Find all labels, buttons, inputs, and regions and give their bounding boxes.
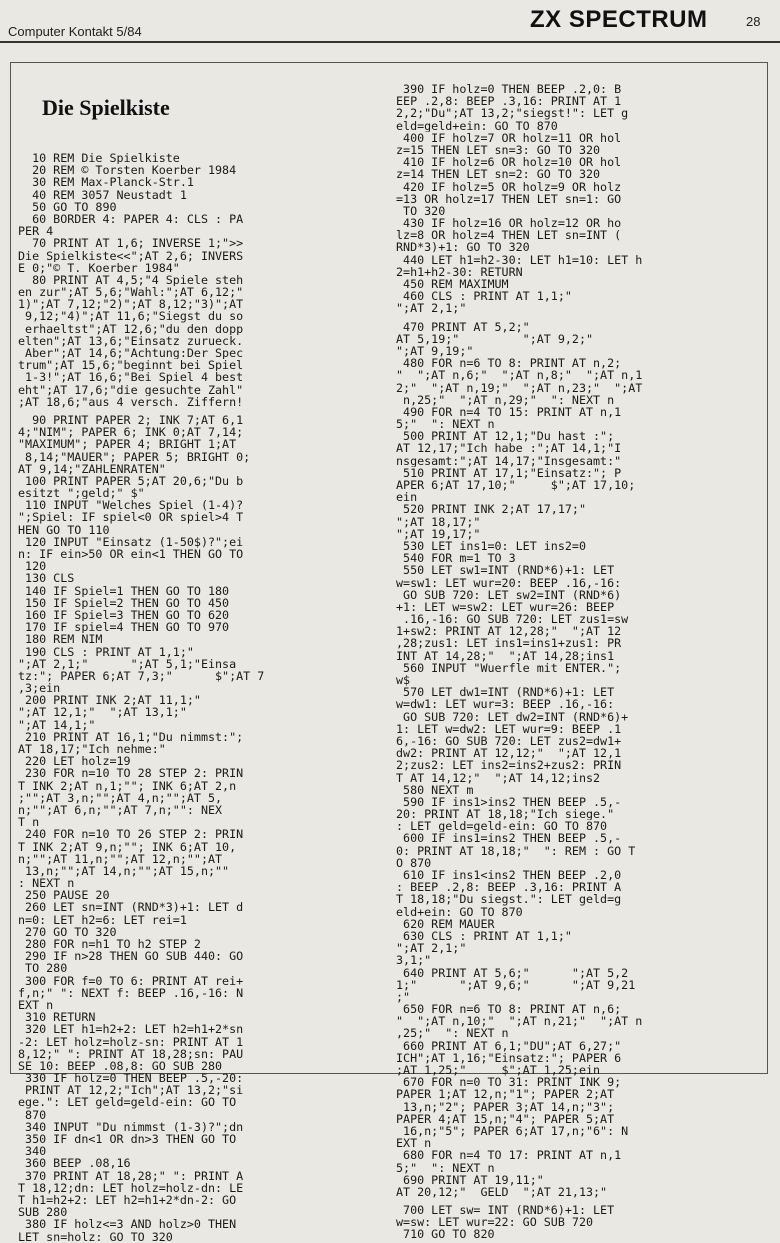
listing-line: 430 IF holz=16 OR holz=12 OR ho	[396, 217, 622, 230]
listing-line: ";AT 9,19;"	[396, 344, 474, 358]
listing-line: 520 PRINT INK 2;AT 17,17;"	[396, 503, 586, 516]
listing-line: ;AT 18,6;"aus 4 versch. Ziffern!	[18, 395, 244, 408]
listing-line: .16,-16: GO SUB 720: LET zus1=sw	[396, 613, 629, 626]
listing-line: 4;"NIM"; PAPER 6; INK 0;AT 7,14;	[18, 426, 244, 439]
listing-line: SE 10: BEEP .08,8: GO SUB 280	[18, 1059, 223, 1073]
listing-line: 1;" ";AT 9,6;" ";AT 9,21	[396, 978, 636, 991]
listing-line: 13,n;"";AT 14,n;"";AT 15,n;""	[18, 864, 230, 878]
listing-line: 2=h1+h2-30: RETURN	[396, 265, 523, 278]
listing-line: " ";AT n,6;" ";AT n,8;" ";AT n,1	[396, 369, 643, 382]
listing-line: 230 FOR n=10 TO 28 STEP 2: PRIN	[18, 767, 244, 780]
listing-line: 100 PRINT PAPER 5;AT 20,6;"Du b	[18, 474, 244, 488]
listing-line: O 870	[396, 856, 432, 869]
listing-line: 170 IF spiel=4 THEN GO TO 970	[18, 621, 230, 634]
listing-line: 570 LET dw1=INT (RND*6)+1: LET	[396, 686, 615, 699]
listing-line: z=15 THEN LET sn=3: GO TO 320	[396, 143, 601, 157]
page-header	[0, 0, 780, 48]
listing-line: EXT n	[396, 1137, 432, 1150]
listing-line: 60 BORDER 4: PAPER 4: CLS : PA	[18, 212, 244, 226]
listing-line: +1: LET w=sw2: LET wur=26: BEEP	[396, 600, 615, 614]
listing-line: 1+sw2: PRINT AT 12,28;" ";AT 12	[396, 625, 622, 638]
listing-line: 390 IF holz=0 THEN BEEP .2,0: B	[396, 83, 622, 96]
listing-line: ";AT 14,1;"	[18, 718, 96, 731]
listing-line: 120	[18, 560, 47, 573]
listing-line: : LET geld=geld-ein: GO TO 870	[396, 820, 608, 833]
listing-line: 50 GO TO 890	[18, 200, 117, 213]
listing-line: n=0: LET h2=6: LET rei=1	[18, 913, 187, 926]
listing-line: 270 GO TO 320	[18, 925, 117, 938]
listing-line: 440 LET h1=h2-30: LET h1=10: LET h	[396, 253, 643, 266]
listing-line: 490 FOR n=4 TO 15: PRINT AT n,1	[396, 405, 622, 419]
listing-line: INT AT 14,28;" ";AT 14,28;ins1	[396, 649, 615, 662]
listing-line: 280 FOR n=h1 TO h2 STEP 2	[18, 938, 201, 951]
listing-line: 240 FOR n=10 TO 26 STEP 2: PRIN	[18, 828, 244, 841]
listing-line: EEP .2,8: BEEP .3,16: PRINT AT 1	[396, 95, 622, 108]
listing-line: PAPER 4;AT 15,n;"4"; PAPER 5;AT	[396, 1112, 615, 1125]
listing-line: =13 OR holz=17 THEN LET sn=1: GO	[396, 192, 622, 205]
listing-line: 300 FOR f=0 TO 6: PRINT AT rei+	[18, 974, 244, 987]
listing-line: 420 IF holz=5 OR holz=9 OR holz	[396, 180, 622, 193]
listing-line: ICH";AT 1,16;"Einsatz:"; PAPER 6	[396, 1051, 622, 1064]
listing-line: 340 INPUT "Du nimmst (1-3)?";dn	[18, 1120, 244, 1133]
listing-line: 3,1;"	[396, 954, 432, 967]
listing-line: ;"";AT 3,n;"";AT 4,n;"";AT 5,	[18, 791, 223, 804]
listing-line: 290 IF n>28 THEN GO SUB 440: GO	[18, 950, 244, 963]
listing-line: 370 PRINT AT 18,28;" ": PRINT A	[18, 1169, 244, 1182]
article-title: Die Spielkiste	[42, 95, 170, 120]
listing-line: 260 LET sn=INT (RND*3)+1: LET d	[18, 901, 244, 914]
listing-line: 670 FOR n=0 TO 31: PRINT INK 9;	[396, 1076, 622, 1089]
listing-line: RND*3)+1: GO TO 320	[396, 241, 530, 254]
listing-line: PRINT AT 12,2;"Ich";AT 13,2;"si	[18, 1084, 244, 1097]
listing-line: ";AT 19,17;"	[396, 527, 481, 540]
listing-line: AT 20,12;" GELD ";AT 21,13;"	[396, 1185, 608, 1199]
listing-line: 5;" ": NEXT n	[396, 418, 495, 431]
listing-line: ;"	[396, 990, 411, 1004]
page-number: 28	[746, 14, 761, 29]
listing-line: 580 NEXT m	[396, 783, 474, 796]
listing-line: n;"";AT 6,n;"";AT 7,n;"": NEX	[18, 803, 223, 817]
listing-line: eld+ein: GO TO 870	[396, 905, 523, 918]
listing-line: ,28;zus1: LET ins1=ins1+zus1: PR	[396, 637, 622, 650]
listing-line: ,3;ein	[18, 682, 61, 695]
listing-line: 90 PRINT PAPER 2; INK 7;AT 6,1	[18, 413, 244, 427]
listing-line: 340	[18, 1145, 47, 1158]
listing-line: 1-3!";AT 16,6;"Bei Spiel 4 best	[18, 371, 244, 384]
listing-line: 630 CLS : PRINT AT 1,1;"	[396, 929, 572, 943]
listing-line: 660 PRINT AT 6,1;"DU";AT 6,27;"	[396, 1039, 622, 1052]
listing-line: GO SUB 720: LET dw2=INT (RND*6)+	[396, 710, 629, 723]
listing-line: z=14 THEN LET sn=2: GO TO 320	[396, 168, 601, 181]
listing-line: w=sw1: LET wur=20: BEEP .16,-16:	[396, 576, 622, 589]
listing-line: 180 REM NIM	[18, 633, 103, 646]
listing-line: SUB 280	[18, 1206, 68, 1219]
magazine-issue: Computer Kontakt 5/84	[8, 24, 142, 39]
listing-line: " ";AT n,10;" ";AT n,21;" ";AT n	[396, 1015, 643, 1028]
listing-line: 120 INPUT "Einsatz (1-50$)?";ei	[18, 535, 244, 548]
listing-line: 6,-16: GO SUB 720: LET zus2=dw1+	[396, 734, 622, 748]
listing-line: 150 IF Spiel=2 THEN GO TO 450	[18, 596, 230, 609]
listing-line: 200 PRINT INK 2;AT 11,1;"	[18, 694, 201, 707]
listing-line: 13,n;"2"; PAPER 3;AT 14,n;"3";	[396, 1100, 615, 1113]
listing-line: 40 REM 3057 Neustadt 1	[18, 188, 187, 201]
listing-line: tz:"; PAPER 6;AT 7,3;" $";AT 7	[18, 669, 265, 683]
listing-line: 1)";AT 7,12;"2)";AT 8,12;"3)";AT	[18, 298, 244, 311]
listing-line: : BEEP .2,8: BEEP .3,16: PRINT A	[396, 881, 622, 894]
listing-line: 700 LET sw= INT (RND*6)+1: LET	[396, 1204, 615, 1217]
listing-line: 540 FOR m=1 TO 3	[396, 552, 516, 565]
listing-line: 650 FOR n=6 TO 8: PRINT AT n,6;	[396, 1003, 622, 1016]
listing-line: ein	[396, 491, 418, 504]
listing-line: 140 IF Spiel=1 THEN GO TO 180	[18, 584, 230, 597]
listing-line: 690 PRINT AT 19,11;"	[396, 1173, 544, 1186]
listing-line: "MAXIMUM"; PAPER 4; BRIGHT 1;AT	[18, 438, 237, 451]
listing-line: 2;" ";AT n,19;" ";AT n,23;" ";AT	[396, 381, 643, 394]
listing-line: TO 280	[18, 962, 68, 975]
listing-line: ;AT 1,25;" $";AT 1,25;ein	[396, 1064, 601, 1077]
listing-line: dw2: PRINT AT 12,12;" ";AT 12,1	[396, 747, 622, 760]
listing-line: elten";AT 13,6;"Einsatz zurueck.	[18, 334, 244, 347]
listing-line: T AT 14,12;" ";AT 14,12;ins2	[396, 771, 601, 784]
listing-line: eld=geld+ein: GO TO 870	[396, 119, 558, 132]
listing-line: PAPER 1;AT 12,n;"1"; PAPER 2;AT	[396, 1088, 615, 1101]
listing-line: 710 GO TO 820	[396, 1228, 495, 1241]
listing-line: -2: LET holz=holz-sn: PRINT AT 1	[18, 1035, 244, 1048]
listing-line: PER 4	[18, 225, 54, 238]
listing-line: 80 PRINT AT 4,5;"4 Spiele steh	[18, 273, 244, 287]
listing-line: 9,12;"4)";AT 11,6;"Siegst du so	[18, 310, 244, 323]
listing-line: 20: PRINT AT 18,18;"Ich siege."	[396, 808, 615, 821]
listing-line: 500 PRINT AT 12,1;"Du hast :";	[396, 430, 615, 443]
listing-line: 330 IF holz=0 THEN BEEP .5,-20:	[18, 1072, 244, 1085]
listing-line: 600 IF ins1=ins2 THEN BEEP .5,-	[396, 832, 622, 845]
listing-line: 5;" ": NEXT n	[396, 1161, 495, 1174]
listing-line: 20 REM © Torsten Koerber 1984	[18, 164, 237, 177]
listing-line: ";AT 18,17;"	[396, 515, 481, 528]
listing-line: 400 IF holz=7 OR holz=11 OR hol	[396, 131, 622, 144]
listing-line: 350 IF dn<1 OR dn>3 THEN GO TO	[18, 1133, 237, 1146]
listing-line: n;"";AT 11,n;"";AT 12,n;"";AT	[18, 852, 223, 865]
listing-line: 450 REM MAXIMUM	[396, 278, 509, 291]
listing-line: 8,14;"MAUER"; PAPER 5; BRIGHT 0;	[18, 450, 251, 463]
listing-line: 210 PRINT AT 16,1;"Du nimmst:";	[18, 730, 244, 743]
listing-line: Aber";AT 14,6;"Achtung:Der Spec	[18, 347, 244, 360]
header-rule	[0, 41, 780, 43]
listing-line: eht";AT 17,6;"die gesuchte Zahl"	[18, 383, 244, 396]
listing-line: 640 PRINT AT 5,6;" ";AT 5,2	[396, 966, 629, 979]
listing-line: 560 INPUT "Wuerfle mit ENTER.";	[396, 661, 622, 674]
listing-line: 10 REM Die Spielkiste	[18, 152, 180, 165]
listing-line: erhaeltst";AT 12,6;"du den dopp	[18, 322, 244, 335]
listing-line: 2,2;"Du";AT 13,2;"siegst!": LET g	[396, 107, 629, 120]
listing-line: 470 PRINT AT 5,2;"	[396, 320, 530, 333]
listing-line: T 18,12;dn: LET holz=holz-dn: LE	[18, 1181, 244, 1194]
listing-line: trum";AT 15,6;"beginnt bei Spiel	[18, 359, 244, 372]
listing-line: en zur";AT 5,6;"Wahl:";AT 6,12;"	[18, 286, 244, 299]
listing-line: 160 IF Spiel=3 THEN GO TO 620	[18, 608, 230, 622]
listing-line: TO 320	[396, 204, 446, 218]
listing-line: Die Spielkiste<<";AT 2,6; INVERS	[18, 249, 244, 262]
listing-line: AT 18,17;"Ich nehme:"	[18, 743, 166, 756]
listing-line: lz=8 OR holz=4 THEN LET sn=INT (	[396, 229, 622, 242]
listing-line: n,25;" ";AT n,29;" ": NEXT n	[396, 393, 615, 406]
listing-line: 550 LET sw1=INT (RND*6)+1: LET	[396, 564, 615, 577]
listing-line: 380 IF holz<=3 AND holz>0 THEN	[18, 1218, 237, 1231]
listing-line: 480 FOR n=6 TO 8: PRINT AT n,2;	[396, 357, 622, 370]
listing-line: 130 CLS	[18, 572, 75, 585]
listing-line: AT 9,14;"ZAHLENRATEN"	[18, 462, 166, 475]
listing-line: 360 BEEP .08,16	[18, 1157, 131, 1170]
listing-line: ,25;" ": NEXT n	[396, 1027, 509, 1040]
listing-line: 410 IF holz=6 OR holz=10 OR hol	[396, 156, 622, 169]
listing-line: 30 REM Max-Planck-Str.1	[18, 176, 194, 189]
listing-line: 610 IF ins1<ins2 THEN BEEP .2,0	[396, 869, 622, 882]
listing-line: 530 LET ins1=0: LET ins2=0	[396, 539, 586, 553]
listing-line: 310 RETURN	[18, 1011, 96, 1024]
listing-line: E 0;"© T. Koerber 1984"	[18, 261, 180, 274]
listing-line: 2;zus2: LET ins2=ins2+zus2: PRIN	[396, 759, 622, 772]
listing-line: GO SUB 720: LET sw2=INT (RND*6)	[396, 588, 622, 601]
listing-line: APER 6;AT 17,10;" $";AT 17,10;	[396, 479, 636, 492]
section-title: ZX SPECTRUM	[530, 6, 708, 33]
listing-line: w=dw1: LET wur=3: BEEP .16,-16:	[396, 698, 615, 711]
listing-line: : NEXT n	[18, 877, 75, 890]
listing-column-left	[18, 152, 388, 1243]
listing-line: ";AT 2,1;"	[396, 302, 467, 315]
listing-line: T n	[18, 816, 40, 829]
listing-line: 680 FOR n=4 TO 17: PRINT AT n,1	[396, 1149, 622, 1162]
listing-line: ";AT 12,1;" ";AT 13,1;"	[18, 706, 187, 719]
listing-line: 70 PRINT AT 1,6; INVERSE 1;">>	[18, 237, 244, 250]
listing-line: 510 PRINT AT 17,1;"Einsatz:"; P	[396, 466, 622, 479]
listing-line: 0: PRINT AT 18,18;" ": REM : GO T	[396, 844, 636, 857]
listing-line: esitzt ";geld;" $"	[18, 487, 145, 500]
listing-line: w$	[396, 674, 411, 687]
listing-line: ";AT 2,1;" ";AT 5,1;"Einsa	[18, 657, 237, 670]
listing-line: f,n;" ": NEXT f: BEEP .16,-16: N	[18, 986, 244, 999]
listing-line: 620 REM MAUER	[396, 917, 495, 930]
listing-line: T INK 2;AT 9,n;""; INK 6;AT 10,	[18, 840, 237, 853]
listing-line: 250 PAUSE 20	[18, 889, 110, 902]
listing-line: 590 IF ins1>ins2 THEN BEEP .5,-	[396, 795, 622, 809]
listing-line: 320 LET h1=h2+2: LET h2=h1+2*sn	[18, 1023, 244, 1036]
listing-line: ";Spiel: IF spiel<0 OR spiel>4 T	[18, 511, 244, 524]
listing-line: 16,n;"5"; PAPER 6;AT 17,n;"6": N	[396, 1124, 629, 1138]
listing-line: T h1=h2+2: LET h2=h1+2*dn-2: GO	[18, 1193, 237, 1207]
listing-line: ";AT 2,1;"	[396, 942, 467, 955]
listing-line: T INK 2;AT n,1;""; INK 6;AT 2,n	[18, 779, 237, 792]
listing-line: HEN GO TO 110	[18, 523, 110, 536]
listing-line: w=sw: LET wur=22: GO SUB 720	[396, 1216, 594, 1229]
listing-line: AT 12,17;"Ich habe :";AT 14,1;"I	[396, 442, 622, 455]
listing-line: LET sn=holz: GO TO 320	[18, 1230, 173, 1243]
listing-line: 870	[18, 1108, 47, 1121]
listing-line: T 18,18;"Du siegst.": LET geld=g	[396, 893, 622, 906]
listing-line: AT 5,19;" ";AT 9,2;"	[396, 332, 594, 345]
listing-line: ege.": LET geld=geld-ein: GO TO	[18, 1096, 237, 1109]
listing-line: nsgesamt:";AT 14,17;"Insgesamt:"	[396, 454, 622, 467]
listing-column-right	[396, 83, 768, 1241]
listing-line: 1: LET w=dw2: LET wur=9: BEEP .1	[396, 722, 622, 735]
listing-line: 220 LET holz=19	[18, 755, 131, 768]
listing-line: n: IF ein>50 OR ein<1 THEN GO TO	[18, 548, 244, 561]
listing-line: 460 CLS : PRINT AT 1,1;"	[396, 290, 572, 303]
listing-line: 110 INPUT "Welches Spiel (1-4)?	[18, 499, 244, 512]
listing-line: EXT n	[18, 998, 54, 1012]
listing-line: 190 CLS : PRINT AT 1,1;"	[18, 645, 194, 658]
listing-line: 8,12;" ": PRINT AT 18,28;sn: PAU	[18, 1047, 244, 1060]
